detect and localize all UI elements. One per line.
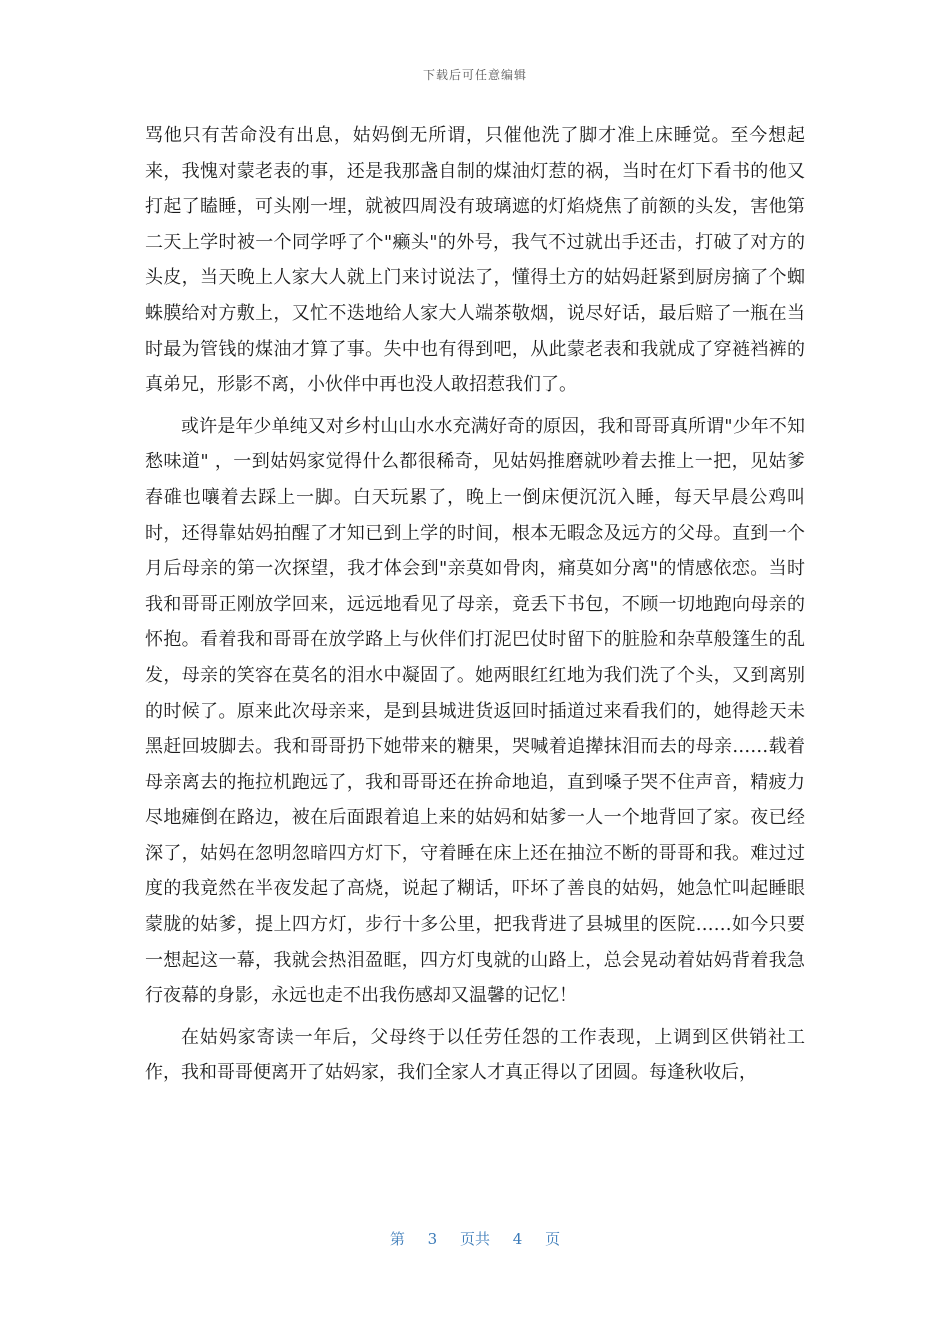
- footer-suffix: 页: [545, 1230, 561, 1248]
- footer-middle: 页共: [459, 1230, 490, 1248]
- paragraph: 或许是年少单纯又对乡村山山水水充满好奇的原因，我和哥哥真所谓"少年不知愁味道" ，一到姑妈家觉得什么都很稀奇，见姑妈推磨就吵着去推上一把，见姑爹舂碓也嚷着去踩上一脚。白天玩累了，晚上一倒床便沉沉入睡，每天早晨公鸡叫时，还得靠姑妈拍醒了才知已到上学的时间，根本无暇念及远方的父母。直到一个月后母亲的第一次探望，我才体会到"亲莫如骨肉，痛莫如分离"的情感依恋。当时我和哥哥正刚放学回来，远远地看见了母亲，竟丢下书包，不顾一切地跑向母亲的怀抱。看着我和哥哥在放学路上与伙伴们打泥巴仗时留下的脏脸和杂草般篷生的乱发，母亲的笑容在莫名的泪水中凝固了。她两眼红红地为我们洗了个头，又到离别的时候了。原来此次母亲来，是到县城进货返回时插道过来看我们的，她得趁天未黑赶回坡脚去。我和哥哥扔下她带来的糖果，哭喊着追撵抹泪而去的母亲……载着母亲离去的拖拉机跑远了，我和哥哥还在拚命地追，直到嗓子哭不住声音，精疲力尽地瘫倒在路边，被在后面跟着追上来的姑妈和姑爹一人一个地背回了家。夜已经深了，姑妈在忽明忽暗四方灯下，守着睡在床上还在抽泣不断的哥哥和我。难过过度的我竟然在半夜发起了高烧，说起了糊话，吓坏了善良的姑妈，她急忙叫起睡眼蒙胧的姑爹，提上四方灯，步行十多公里，把我背进了县城里的医院……如今只要一想起这一幕，我就会热泪盈眶，四方灯曳就的山路上，总会晃动着姑妈背着我急行夜幕的身影，永远也走不出我伤感却又温馨的记忆！: [145, 415, 805, 1007]
- footer-prefix: 第: [389, 1230, 405, 1248]
- paragraph: 在姑妈家寄读一年后，父母终于以任劳任怨的工作表现，上调到区供销社工作，我和哥哥便离开了姑妈家，我们全家人才真正得以了团圆。每逢秋收后，: [145, 1026, 805, 1084]
- total-page-number: 4: [512, 1230, 523, 1248]
- document-body: [145, 118, 805, 1091]
- page-footer: [0, 1228, 950, 1249]
- current-page-number: 3: [427, 1230, 438, 1248]
- page-header: 下载后可任意编辑: [422, 68, 527, 82]
- paragraph: 骂他只有苦命没有出息，姑妈倒无所谓，只催他洗了脚才准上床睡觉。至今想起来，我愧对蒙老表的事，还是我那盏自制的煤油灯惹的祸，当时在灯下看书的他又打起了瞌睡，可头刚一埋，就被四周没有玻璃遮的灯焰烧焦了前额的头发，害他第二天上学时被一个同学呼了个"癞头"的外号，我气不过就出手还击，打破了对方的头皮，当天晚上人家大人就上门来讨说法了，懂得土方的姑妈赶紧到厨房摘了个蜘蛛膜给对方敷上，又忙不迭地给人家大人端茶敬烟，说尽好话，最后赔了一瓶在当时最为管钱的煤油才算了事。失中也有得到吧，从此蒙老表和我就成了穿裢裆裤的真弟兄，形影不离，小伙伴中再也没人敢招惹我们了。: [145, 125, 805, 396]
